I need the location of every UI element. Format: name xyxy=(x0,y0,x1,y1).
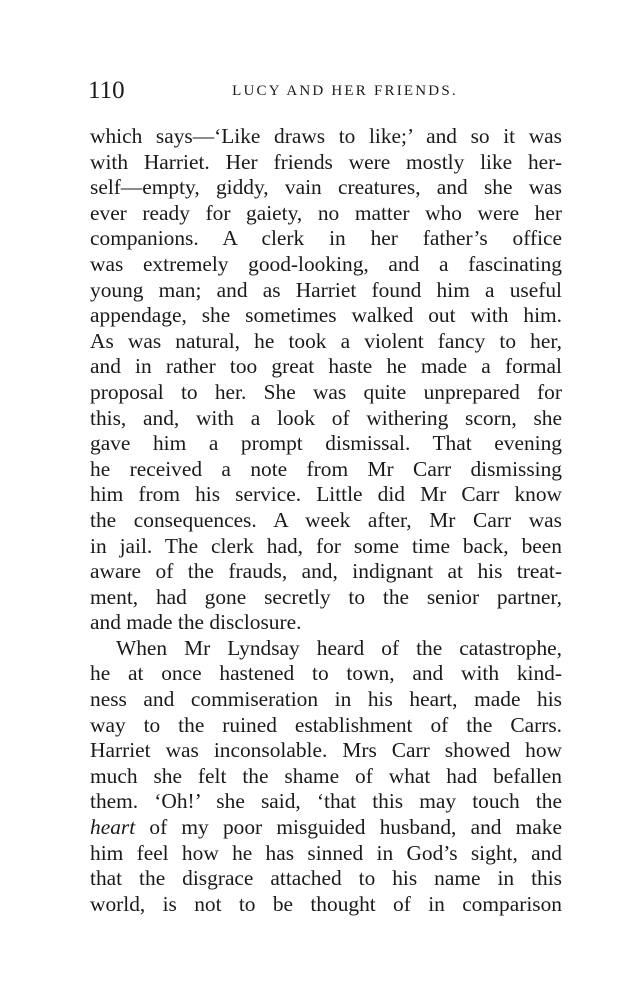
text-line: As was natural, he took a violent fancy to her, xyxy=(90,328,562,353)
text-line: in jail. The clerk had, for some time back, been xyxy=(90,533,562,558)
text-line: that the disgrace attached to his name in this xyxy=(90,866,562,891)
text-line: world, is not to be thought of in comparison xyxy=(90,891,562,916)
text-line: was extremely good-looking, and a fascinating xyxy=(90,251,562,276)
text-line: him from his service. Little did Mr Carr know xyxy=(90,482,562,507)
paragraph-first-line: When Mr Lyndsay heard of the catastrophe, xyxy=(116,635,562,660)
text-line-rest: of my poor misguided husband, and make xyxy=(149,815,562,840)
text-line: young man; and as Harriet found him a useful xyxy=(90,277,562,302)
text-line: and made the disclosure. xyxy=(90,610,302,635)
text-line: appendage, she sometimes walked out with him. xyxy=(90,303,562,328)
text-line: much she felt the shame of what had befallen xyxy=(90,763,562,788)
text-line: and in rather too great haste he made a formal xyxy=(90,354,562,379)
text-line: ever ready for gaiety, no matter who were her xyxy=(90,200,562,225)
body-text xyxy=(90,124,562,917)
text-line: him feel how he has sinned in God’s sight, and xyxy=(90,840,562,865)
running-title: LUCY AND HER FRIENDS. xyxy=(232,83,458,99)
page-number: 110 xyxy=(88,77,125,104)
page-header xyxy=(88,76,562,106)
text-line: which says—‘Like draws to like;’ and so it was xyxy=(90,124,562,148)
text-line: the consequences. A week after, Mr Carr was xyxy=(90,507,562,532)
text-line: he at once hastened to town, and with kind- xyxy=(90,661,562,686)
text-line: ment, had gone secretly to the senior partner, xyxy=(90,584,562,609)
text-line: with Harriet. Her friends were mostly like her- xyxy=(90,149,562,174)
text-line: them. ‘Oh!’ she said, ‘that this may touch the xyxy=(90,789,562,814)
text-line: ness and commiseration in his heart, made his xyxy=(90,687,562,712)
text-line: Harriet was inconsolable. Mrs Carr showed how xyxy=(90,738,562,763)
text-line: way to the ruined establishment of the Carrs. xyxy=(90,712,562,737)
text-line: he received a note from Mr Carr dismissing xyxy=(90,456,562,481)
text-line: self—empty, giddy, vain creatures, and she was xyxy=(90,175,562,200)
italic-word: heart xyxy=(90,815,136,840)
text-line-with-italic xyxy=(90,815,562,841)
text-line: gave him a prompt dismissal. That evening xyxy=(90,431,562,456)
text-line: proposal to her. She was quite unprepared for xyxy=(90,379,562,404)
text-line: companions. A clerk in her father’s office xyxy=(90,226,562,251)
text-line: this, and, with a look of withering scorn, she xyxy=(90,405,562,430)
text-line: aware of the frauds, and, indignant at his treat- xyxy=(90,559,562,584)
